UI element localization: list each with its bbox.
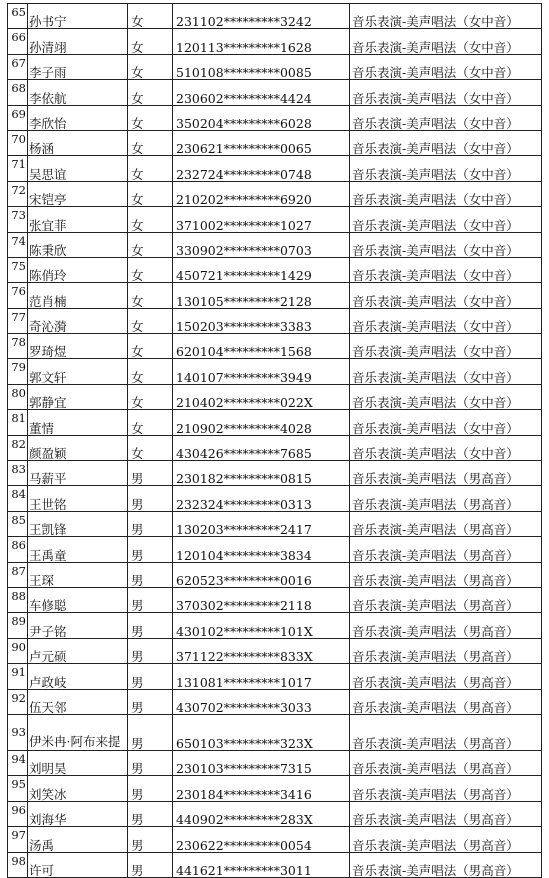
row-number: 84 xyxy=(8,486,28,511)
candidate-name: 李欣怡 xyxy=(28,105,128,130)
candidate-name: 孙书宁 xyxy=(28,4,128,29)
candidate-major: 音乐表演-美声唱法（男高音） xyxy=(350,689,542,714)
row-number: 92 xyxy=(8,689,28,714)
row-number: 82 xyxy=(8,435,28,460)
candidate-name: 卢元硕 xyxy=(28,638,128,663)
row-number: 87 xyxy=(8,562,28,587)
candidate-sex: 男 xyxy=(128,664,173,689)
candidate-sex: 女 xyxy=(128,283,173,308)
candidate-id-number: 130105*********2128 xyxy=(173,283,350,308)
row-number: 77 xyxy=(8,308,28,333)
candidate-id-number: 440902*********283X xyxy=(173,801,350,826)
table-row xyxy=(8,130,542,155)
candidate-name: 王禹童 xyxy=(28,537,128,562)
candidate-name: 刘笑冰 xyxy=(28,776,128,801)
row-number: 73 xyxy=(8,207,28,232)
candidate-id-number: 230184*********3416 xyxy=(173,776,350,801)
candidate-sex: 女 xyxy=(128,54,173,79)
row-number: 94 xyxy=(8,750,28,775)
candidate-major: 音乐表演-美声唱法（女中音） xyxy=(350,283,542,308)
table-row xyxy=(8,257,542,282)
candidate-major: 音乐表演-美声唱法（男高音） xyxy=(350,638,542,663)
candidate-id-number: 510108*********0085 xyxy=(173,54,350,79)
table-row xyxy=(8,80,542,105)
candidate-major: 音乐表演-美声唱法（女中音） xyxy=(350,130,542,155)
candidate-sex: 男 xyxy=(128,714,173,750)
candidate-name: 孙清翊 xyxy=(28,29,128,54)
candidate-sex: 女 xyxy=(128,207,173,232)
row-number: 85 xyxy=(8,511,28,536)
candidate-sex: 女 xyxy=(128,156,173,181)
candidate-major: 音乐表演-美声唱法（男高音） xyxy=(350,587,542,612)
candidate-id-number: 350204*********6028 xyxy=(173,105,350,130)
candidate-major: 音乐表演-美声唱法（男高音） xyxy=(350,776,542,801)
table-row xyxy=(8,714,542,750)
row-number: 75 xyxy=(8,257,28,282)
candidate-sex: 男 xyxy=(128,537,173,562)
candidate-id-number: 370302*********2118 xyxy=(173,587,350,612)
candidate-id-number: 230602*********4424 xyxy=(173,80,350,105)
table-row xyxy=(8,4,542,29)
candidate-major: 音乐表演-美声唱法（男高音） xyxy=(350,801,542,826)
candidate-name: 汤禹 xyxy=(28,827,128,852)
table-row xyxy=(8,587,542,612)
candidate-sex: 女 xyxy=(128,4,173,29)
row-number: 81 xyxy=(8,410,28,435)
candidate-sex: 女 xyxy=(128,308,173,333)
candidate-sex: 女 xyxy=(128,334,173,359)
table-row xyxy=(8,776,542,801)
candidate-list-table xyxy=(7,3,542,878)
candidate-id-number: 441621*********3011 xyxy=(173,852,350,877)
row-number: 96 xyxy=(8,801,28,826)
candidate-id-number: 650103*********323X xyxy=(173,714,350,750)
candidate-list-body xyxy=(8,4,542,878)
candidate-id-number: 620523*********0016 xyxy=(173,562,350,587)
candidate-sex: 男 xyxy=(128,486,173,511)
candidate-name xyxy=(28,714,128,750)
candidate-name: 王凯锋 xyxy=(28,511,128,536)
table-row xyxy=(8,232,542,257)
candidate-id-number: 371122*********833X xyxy=(173,638,350,663)
table-row xyxy=(8,689,542,714)
candidate-major: 音乐表演-美声唱法（女中音） xyxy=(350,29,542,54)
row-number: 67 xyxy=(8,54,28,79)
candidate-major: 音乐表演-美声唱法（女中音） xyxy=(350,54,542,79)
candidate-id-number: 450721*********1429 xyxy=(173,257,350,282)
candidate-major: 音乐表演-美声唱法（女中音） xyxy=(350,105,542,130)
row-number: 98 xyxy=(8,852,28,877)
candidate-name: 郭静宜 xyxy=(28,384,128,409)
candidate-name: 宋铠亭 xyxy=(28,181,128,206)
row-number: 83 xyxy=(8,461,28,486)
table-row xyxy=(8,54,542,79)
candidate-sex: 女 xyxy=(128,181,173,206)
candidate-major: 音乐表演-美声唱法（女中音） xyxy=(350,156,542,181)
table-row xyxy=(8,181,542,206)
row-number: 65 xyxy=(8,4,28,29)
candidate-sex: 男 xyxy=(128,587,173,612)
candidate-major: 音乐表演-美声唱法（女中音） xyxy=(350,359,542,384)
candidate-major: 音乐表演-美声唱法（女中音） xyxy=(350,384,542,409)
row-number: 91 xyxy=(8,664,28,689)
candidate-name: 陈秉欣 xyxy=(28,232,128,257)
table-row xyxy=(8,156,542,181)
candidate-sex: 男 xyxy=(128,461,173,486)
table-row xyxy=(8,852,542,877)
candidate-id-number: 131081*********1017 xyxy=(173,664,350,689)
candidate-name: 尹子铭 xyxy=(28,613,128,638)
candidate-sex: 男 xyxy=(128,776,173,801)
candidate-id-number: 230621*********0065 xyxy=(173,130,350,155)
candidate-name: 卢政岐 xyxy=(28,664,128,689)
candidate-name: 颜盈颖 xyxy=(28,435,128,460)
candidate-id-number: 210202*********6920 xyxy=(173,181,350,206)
table-row xyxy=(8,359,542,384)
table-row xyxy=(8,461,542,486)
candidate-major: 音乐表演-美声唱法（女中音） xyxy=(350,207,542,232)
candidate-sex: 女 xyxy=(128,105,173,130)
candidate-sex: 女 xyxy=(128,80,173,105)
candidate-name: 伍天邻 xyxy=(28,689,128,714)
candidate-id-number: 130203*********2417 xyxy=(173,511,350,536)
candidate-name: 王琛 xyxy=(28,562,128,587)
candidate-name: 马薪平 xyxy=(28,461,128,486)
candidate-name: 张宜菲 xyxy=(28,207,128,232)
candidate-sex: 男 xyxy=(128,562,173,587)
candidate-name-text: 伊米冉·阿布来提 xyxy=(29,733,121,749)
candidate-sex: 男 xyxy=(128,750,173,775)
candidate-name: 杨涵 xyxy=(28,130,128,155)
candidate-sex: 男 xyxy=(128,801,173,826)
candidate-sex: 女 xyxy=(128,410,173,435)
row-number: 95 xyxy=(8,776,28,801)
table-row xyxy=(8,827,542,852)
row-number: 90 xyxy=(8,638,28,663)
table-row xyxy=(8,283,542,308)
candidate-sex: 女 xyxy=(128,130,173,155)
candidate-name: 刘明昊 xyxy=(28,750,128,775)
table-row xyxy=(8,511,542,536)
table-row xyxy=(8,29,542,54)
candidate-sex: 男 xyxy=(128,511,173,536)
candidate-id-number: 232324*********0313 xyxy=(173,486,350,511)
candidate-id-number: 430426*********7685 xyxy=(173,435,350,460)
candidate-sex: 男 xyxy=(128,827,173,852)
table-row xyxy=(8,384,542,409)
candidate-sex: 男 xyxy=(128,613,173,638)
candidate-major: 音乐表演-美声唱法（女中音） xyxy=(350,257,542,282)
candidate-sex: 男 xyxy=(128,689,173,714)
row-number: 80 xyxy=(8,384,28,409)
table-row xyxy=(8,801,542,826)
candidate-id-number: 232724*********0748 xyxy=(173,156,350,181)
candidate-sex: 女 xyxy=(128,257,173,282)
row-number: 78 xyxy=(8,334,28,359)
candidate-major: 音乐表演-美声唱法（男高音） xyxy=(350,562,542,587)
table-row xyxy=(8,638,542,663)
candidate-sex: 女 xyxy=(128,232,173,257)
candidate-id-number: 120104*********3834 xyxy=(173,537,350,562)
candidate-id-number: 430102*********101X xyxy=(173,613,350,638)
row-number: 93 xyxy=(8,714,28,750)
candidate-name: 王世铭 xyxy=(28,486,128,511)
row-number: 88 xyxy=(8,587,28,612)
candidate-sex: 女 xyxy=(128,435,173,460)
candidate-name: 陈俏玲 xyxy=(28,257,128,282)
candidate-id-number: 371002*********1027 xyxy=(173,207,350,232)
row-number: 69 xyxy=(8,105,28,130)
table-row xyxy=(8,537,542,562)
table-row xyxy=(8,410,542,435)
candidate-major: 音乐表演-美声唱法（女中音） xyxy=(350,4,542,29)
candidate-major: 音乐表演-美声唱法（女中音） xyxy=(350,181,542,206)
candidate-sex: 男 xyxy=(128,638,173,663)
candidate-sex: 女 xyxy=(128,359,173,384)
candidate-name: 吴思谊 xyxy=(28,156,128,181)
candidate-name: 董情 xyxy=(28,410,128,435)
table-row xyxy=(8,664,542,689)
candidate-id-number: 230182*********0815 xyxy=(173,461,350,486)
row-number: 71 xyxy=(8,156,28,181)
candidate-name: 李依航 xyxy=(28,80,128,105)
candidate-major: 音乐表演-美声唱法（男高音） xyxy=(350,511,542,536)
candidate-name: 李子雨 xyxy=(28,54,128,79)
table-row xyxy=(8,334,542,359)
table-row xyxy=(8,207,542,232)
table-row xyxy=(8,105,542,130)
candidate-id-number: 230622*********0054 xyxy=(173,827,350,852)
table-row xyxy=(8,613,542,638)
row-number: 70 xyxy=(8,130,28,155)
row-number: 79 xyxy=(8,359,28,384)
row-number: 97 xyxy=(8,827,28,852)
candidate-major: 音乐表演-美声唱法（男高音） xyxy=(350,714,542,750)
candidate-id-number: 430702*********3033 xyxy=(173,689,350,714)
candidate-major: 音乐表演-美声唱法（女中音） xyxy=(350,435,542,460)
candidate-sex: 女 xyxy=(128,29,173,54)
candidate-major: 音乐表演-美声唱法（男高音） xyxy=(350,750,542,775)
table-row xyxy=(8,435,542,460)
candidate-id-number: 210902*********4028 xyxy=(173,410,350,435)
candidate-id-number: 120113*********1628 xyxy=(173,29,350,54)
row-number: 66 xyxy=(8,29,28,54)
candidate-major: 音乐表演-美声唱法（女中音） xyxy=(350,410,542,435)
candidate-major: 音乐表演-美声唱法（男高音） xyxy=(350,827,542,852)
candidate-major: 音乐表演-美声唱法（男高音） xyxy=(350,852,542,877)
candidate-sex: 女 xyxy=(128,384,173,409)
candidate-id-number: 150203*********3383 xyxy=(173,308,350,333)
candidate-major: 音乐表演-美声唱法（女中音） xyxy=(350,80,542,105)
candidate-sex: 男 xyxy=(128,852,173,877)
row-number: 72 xyxy=(8,181,28,206)
table-row xyxy=(8,562,542,587)
candidate-name: 刘海华 xyxy=(28,801,128,826)
candidate-id-number: 140107*********3949 xyxy=(173,359,350,384)
row-number: 76 xyxy=(8,283,28,308)
candidate-id-number: 230103*********7315 xyxy=(173,750,350,775)
table-row xyxy=(8,486,542,511)
candidate-id-number: 330902*********0703 xyxy=(173,232,350,257)
table-row xyxy=(8,750,542,775)
candidate-name: 范肖楠 xyxy=(28,283,128,308)
candidate-major: 音乐表演-美声唱法（女中音） xyxy=(350,308,542,333)
candidate-major: 音乐表演-美声唱法（男高音） xyxy=(350,486,542,511)
candidate-name: 郭文轩 xyxy=(28,359,128,384)
row-number: 74 xyxy=(8,232,28,257)
row-number: 68 xyxy=(8,80,28,105)
candidate-id-number: 210402*********022X xyxy=(173,384,350,409)
candidate-major: 音乐表演-美声唱法（男高音） xyxy=(350,537,542,562)
candidate-id-number: 620104*********1568 xyxy=(173,334,350,359)
candidate-id-number: 231102*********3242 xyxy=(173,4,350,29)
candidate-major: 音乐表演-美声唱法（女中音） xyxy=(350,334,542,359)
candidate-major: 音乐表演-美声唱法（男高音） xyxy=(350,664,542,689)
candidate-name: 罗琦煜 xyxy=(28,334,128,359)
candidate-name: 车修聪 xyxy=(28,587,128,612)
candidate-major: 音乐表演-美声唱法（女中音） xyxy=(350,232,542,257)
row-number: 86 xyxy=(8,537,28,562)
row-number: 89 xyxy=(8,613,28,638)
candidate-name: 奇沁漪 xyxy=(28,308,128,333)
table-row xyxy=(8,308,542,333)
candidate-name: 许可 xyxy=(28,852,128,877)
candidate-major: 音乐表演-美声唱法（男高音） xyxy=(350,461,542,486)
candidate-major: 音乐表演-美声唱法（男高音） xyxy=(350,613,542,638)
